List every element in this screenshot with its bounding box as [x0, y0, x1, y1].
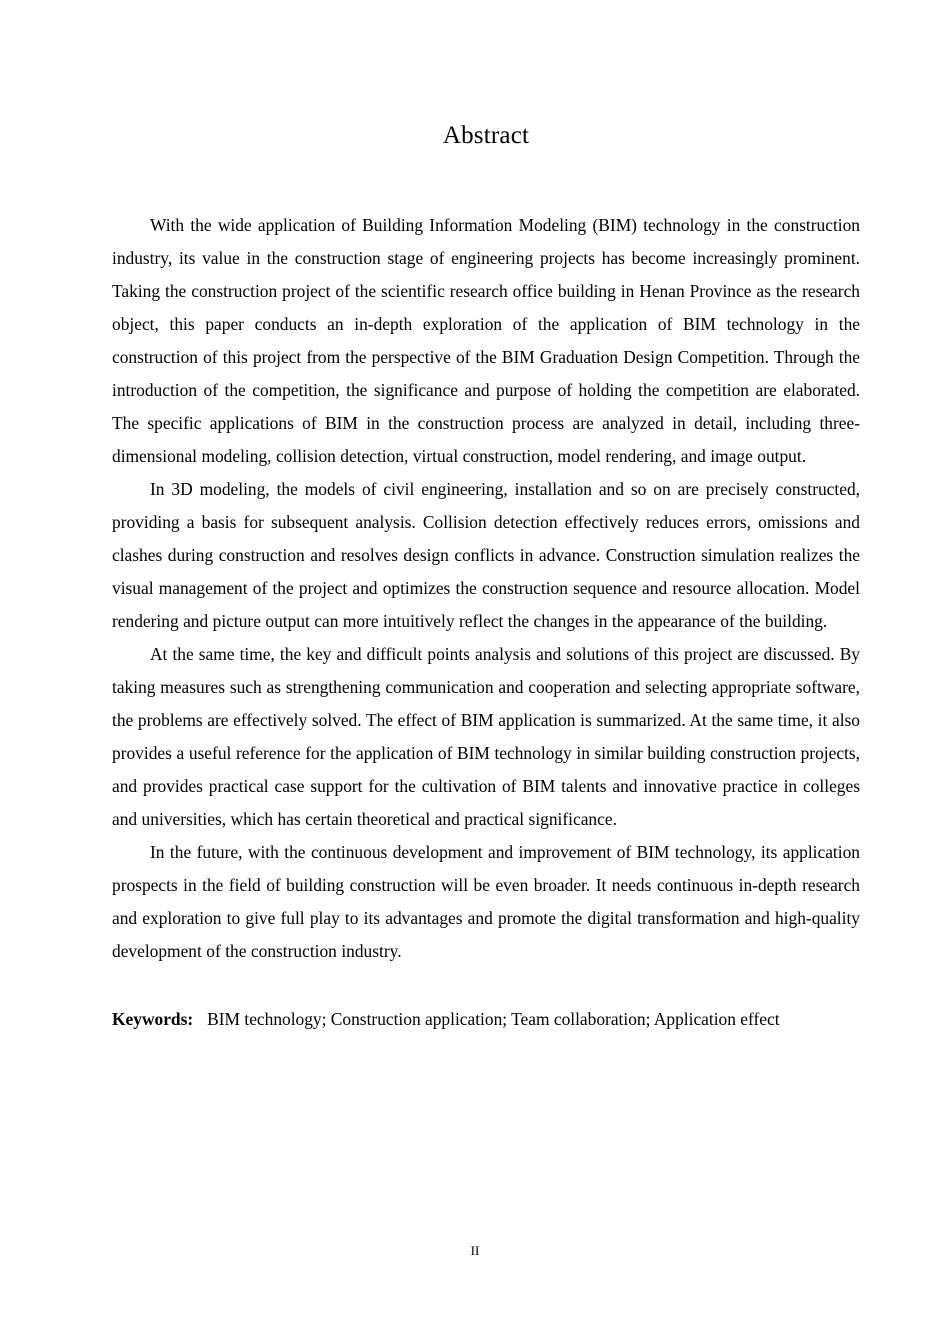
- paragraph-1: With the wide application of Building Information Modeling (BIM) technology in the construction industry, its value in the construction stage of engineering projects has become increasingly prominent. Taking the construction project of the scientific research office building in Henan Province as the research object, this paper conducts an in-depth exploration of the application of BIM technology in the construction of this project from the perspective of the BIM Graduation Design Competition. Through the introduction of the competition, the significance and purpose of holding the competition are elaborated. The specific applications of BIM in the construction process are analyzed in detail, including three-dimensional modeling, collision detection, virtual construction, model rendering, and image output.: [112, 215, 860, 466]
- keywords-value: BIM technology; Construction application; Team collaboration; Application effect: [207, 1009, 780, 1029]
- page-content: [112, 0, 860, 1036]
- abstract-body: [112, 209, 860, 1036]
- keywords-label: Keywords:: [112, 1009, 194, 1029]
- page-number: II: [470, 1243, 480, 1258]
- paragraph-3: At the same time, the key and difficult points analysis and solutions of this project are discussed. By taking measures such as strengthening communication and cooperation and selecting appropriate software, the problems are effectively solved. The effect of BIM application is summarized. At the same time, it also provides a useful reference for the application of BIM technology in similar building construction projects, and provides practical case support for the cultivation of BIM talents and innovative practice in colleges and universities, which has certain theoretical and practical significance.: [112, 644, 860, 829]
- paragraph-4: In the future, with the continuous development and improvement of BIM technology, its application prospects in the field of building construction will be even broader. It needs continuous in-depth research and exploration to give full play to its advantages and promote the digital transformation and high-quality development of the construction industry.: [112, 842, 860, 961]
- page-title: Abstract: [442, 122, 530, 149]
- keywords-line: [112, 968, 860, 1036]
- paragraph-2: In 3D modeling, the models of civil engineering, installation and so on are precisely constructed, providing a basis for subsequent analysis. Collision detection effectively reduces errors, omissions and clashes during construction and resolves design conflicts in advance. Construction simulation realizes the visual management of the project and optimizes the construction sequence and resource allocation. Model rendering and picture output can more intuitively reflect the changes in the appearance of the building.: [112, 479, 860, 631]
